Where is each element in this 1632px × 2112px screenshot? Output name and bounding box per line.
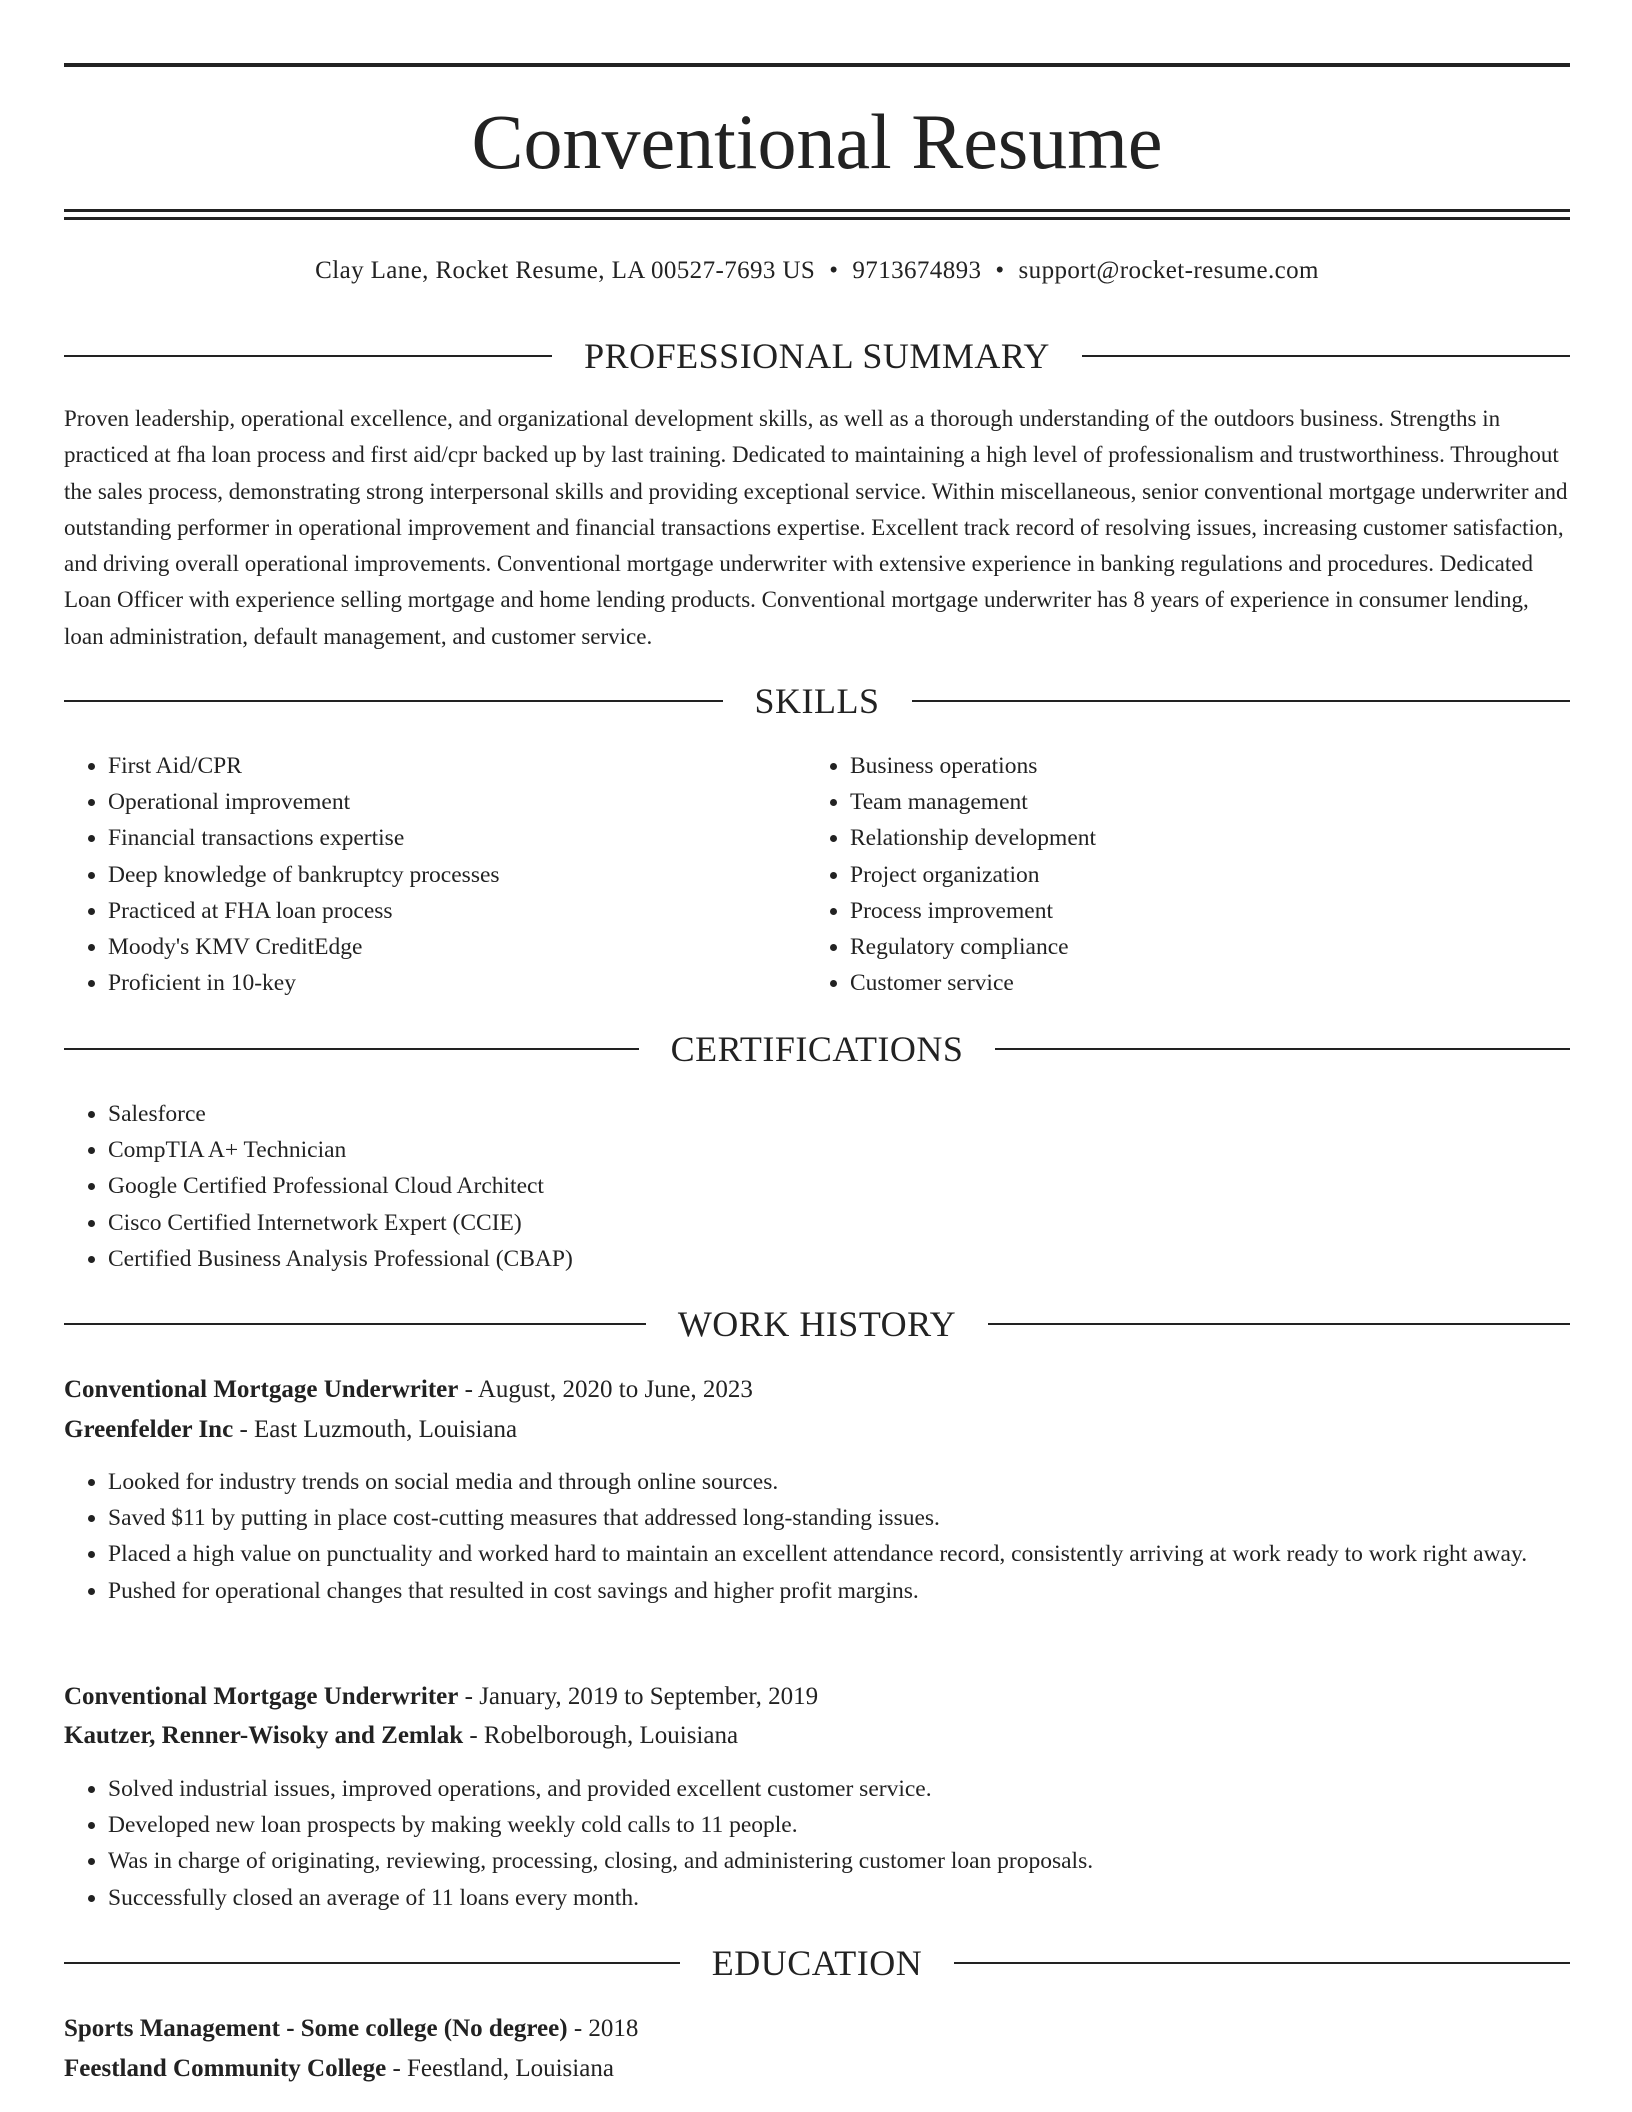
job-location: - East Luzmouth, Louisiana — [233, 1416, 518, 1443]
education-degree: Sports Management - Some college (No degree) — [64, 2015, 568, 2042]
skills-list-right — [806, 748, 1550, 1001]
section-title-work: WORK HISTORY — [677, 1304, 957, 1344]
job-company: Greenfelder Inc — [64, 1416, 234, 1443]
section-header-certifications — [64, 1027, 1570, 1071]
contact-separator: • — [995, 257, 1005, 284]
skill-item: • Financial transactions expertise — [108, 820, 808, 856]
skill-item: • Customer service — [850, 965, 1550, 1001]
contact-phone: 9713674893 — [852, 257, 982, 284]
certification-item: • CompTIA A+ Technician — [108, 1132, 1508, 1168]
section-title-certifications: CERTIFICATIONS — [670, 1029, 964, 1069]
skill-item: • Deep knowledge of bankruptcy processes — [108, 857, 808, 893]
education-year: - 2018 — [567, 2015, 639, 2042]
section-rule — [64, 1962, 680, 1964]
job-bullets — [64, 1771, 1618, 1916]
header-bottom-rule — [64, 209, 1570, 212]
skills-list-left — [64, 748, 808, 1001]
contact-line — [64, 254, 1570, 288]
page-title: Conventional Resume — [471, 98, 1163, 185]
education-school-line — [64, 2052, 1570, 2086]
job-location: - Robelborough, Louisiana — [463, 1722, 739, 1749]
section-rule — [995, 1048, 1570, 1050]
job-company-line — [64, 1719, 1570, 1753]
section-rule — [912, 700, 1571, 702]
job-bullet: • Developed new loan prospects by making weekly cold calls to 11 people. — [108, 1807, 1618, 1843]
section-title-skills: SKILLS — [754, 681, 880, 721]
job-bullet: • Pushed for operational changes that resulted in cost savings and higher profit margins. — [108, 1573, 1618, 1609]
section-title-education: EDUCATION — [711, 1943, 923, 1983]
skill-item: • Process improvement — [850, 893, 1550, 929]
section-rule — [1082, 355, 1570, 357]
section-rule — [954, 1962, 1570, 1964]
section-rule — [64, 700, 723, 702]
job-bullet: • Was in charge of originating, reviewing, processing, closing, and administering customer loan proposals. — [108, 1843, 1618, 1879]
job-bullet: • Placed a high value on punctuality and worked hard to maintain an excellent attendance record, consistently arriving at work ready to work right away. — [108, 1536, 1618, 1572]
section-header-summary — [64, 334, 1570, 378]
job-title-line — [64, 1680, 1570, 1714]
section-rule — [64, 1048, 639, 1050]
section-rule — [64, 355, 552, 357]
skill-item: • Operational improvement — [108, 784, 808, 820]
job-bullet: • Saved $11 by putting in place cost-cutting measures that addressed long-standing issues. — [108, 1500, 1618, 1536]
skill-item: • Business operations — [850, 748, 1550, 784]
section-header-work — [64, 1302, 1570, 1346]
skill-item: • Proficient in 10-key — [108, 965, 808, 1001]
section-header-skills — [64, 679, 1570, 723]
certifications-list — [64, 1096, 1508, 1277]
certification-item: • Google Certified Professional Cloud Architect — [108, 1168, 1508, 1204]
job-bullets — [64, 1464, 1618, 1609]
summary-text: Proven leadership, operational excellence, and organizational development skills, as well as a thorough understanding of the outdoors business. Strengths in practiced at fha loan process and first aid/cpr backed up by last training. Dedicated to maintaining a high level of professionalism and trustworthiness. Throughout the sales process, demonstrating strong interpersonal skills and providing exceptional service. Within miscellaneous, senior conventional mortgage underwriter and outstanding performer in operational improvement and financial transactions expertise. Excellent track record of resolving issues, increasing customer satisfaction, and driving overall operational improvements. Conventional mortgage underwriter with extensive experience in banking regulations and procedures. Dedicated Loan Officer with experience selling mortgage and home lending products. Conventional mortgage underwriter has 8 years of experience in consumer lending, loan administration, default management, and customer service. — [64, 406, 1568, 649]
job-bullet: • Solved industrial issues, improved operations, and provided excellent customer service. — [108, 1771, 1618, 1807]
section-header-education — [64, 1941, 1570, 1985]
job-title-line — [64, 1373, 1570, 1407]
education-location: - Feestland, Louisiana — [386, 2055, 614, 2082]
job-title: Conventional Mortgage Underwriter — [64, 1683, 459, 1710]
skill-item: • Practiced at FHA loan process — [108, 893, 808, 929]
job-dates: - August, 2020 to June, 2023 — [458, 1376, 753, 1403]
skill-item: • Regulatory compliance — [850, 929, 1550, 965]
certification-item: • Certified Business Analysis Professional (CBAP) — [108, 1241, 1508, 1277]
contact-address: Clay Lane, Rocket Resume, LA 00527-7693 US — [315, 257, 816, 284]
education-degree-line — [64, 2012, 1570, 2046]
skill-item: • Relationship development — [850, 820, 1550, 856]
header-bottom-rule-2 — [64, 217, 1570, 220]
skill-item: • Moody's KMV CreditEdge — [108, 929, 808, 965]
job-bullet: • Successfully closed an average of 11 loans every month. — [108, 1880, 1618, 1916]
certification-item: • Salesforce — [108, 1096, 1508, 1132]
job-title: Conventional Mortgage Underwriter — [64, 1376, 459, 1403]
header-top-rule — [64, 63, 1570, 67]
section-title-summary: PROFESSIONAL SUMMARY — [584, 336, 1050, 376]
skill-item: • First Aid/CPR — [108, 748, 808, 784]
section-rule — [988, 1323, 1570, 1325]
certification-item: • Cisco Certified Internetwork Expert (CCIE) — [108, 1205, 1508, 1241]
job-bullet: • Looked for industry trends on social media and through online sources. — [108, 1464, 1618, 1500]
job-company-line — [64, 1413, 1570, 1447]
job-company: Kautzer, Renner-Wisoky and Zemlak — [64, 1722, 464, 1749]
section-rule — [64, 1323, 646, 1325]
skill-item: • Team management — [850, 784, 1550, 820]
job-dates: - January, 2019 to September, 2019 — [458, 1683, 819, 1710]
contact-separator: • — [829, 257, 839, 284]
skill-item: • Project organization — [850, 857, 1550, 893]
education-school: Feestland Community College — [64, 2055, 387, 2082]
contact-email: support@rocket-resume.com — [1018, 257, 1319, 284]
